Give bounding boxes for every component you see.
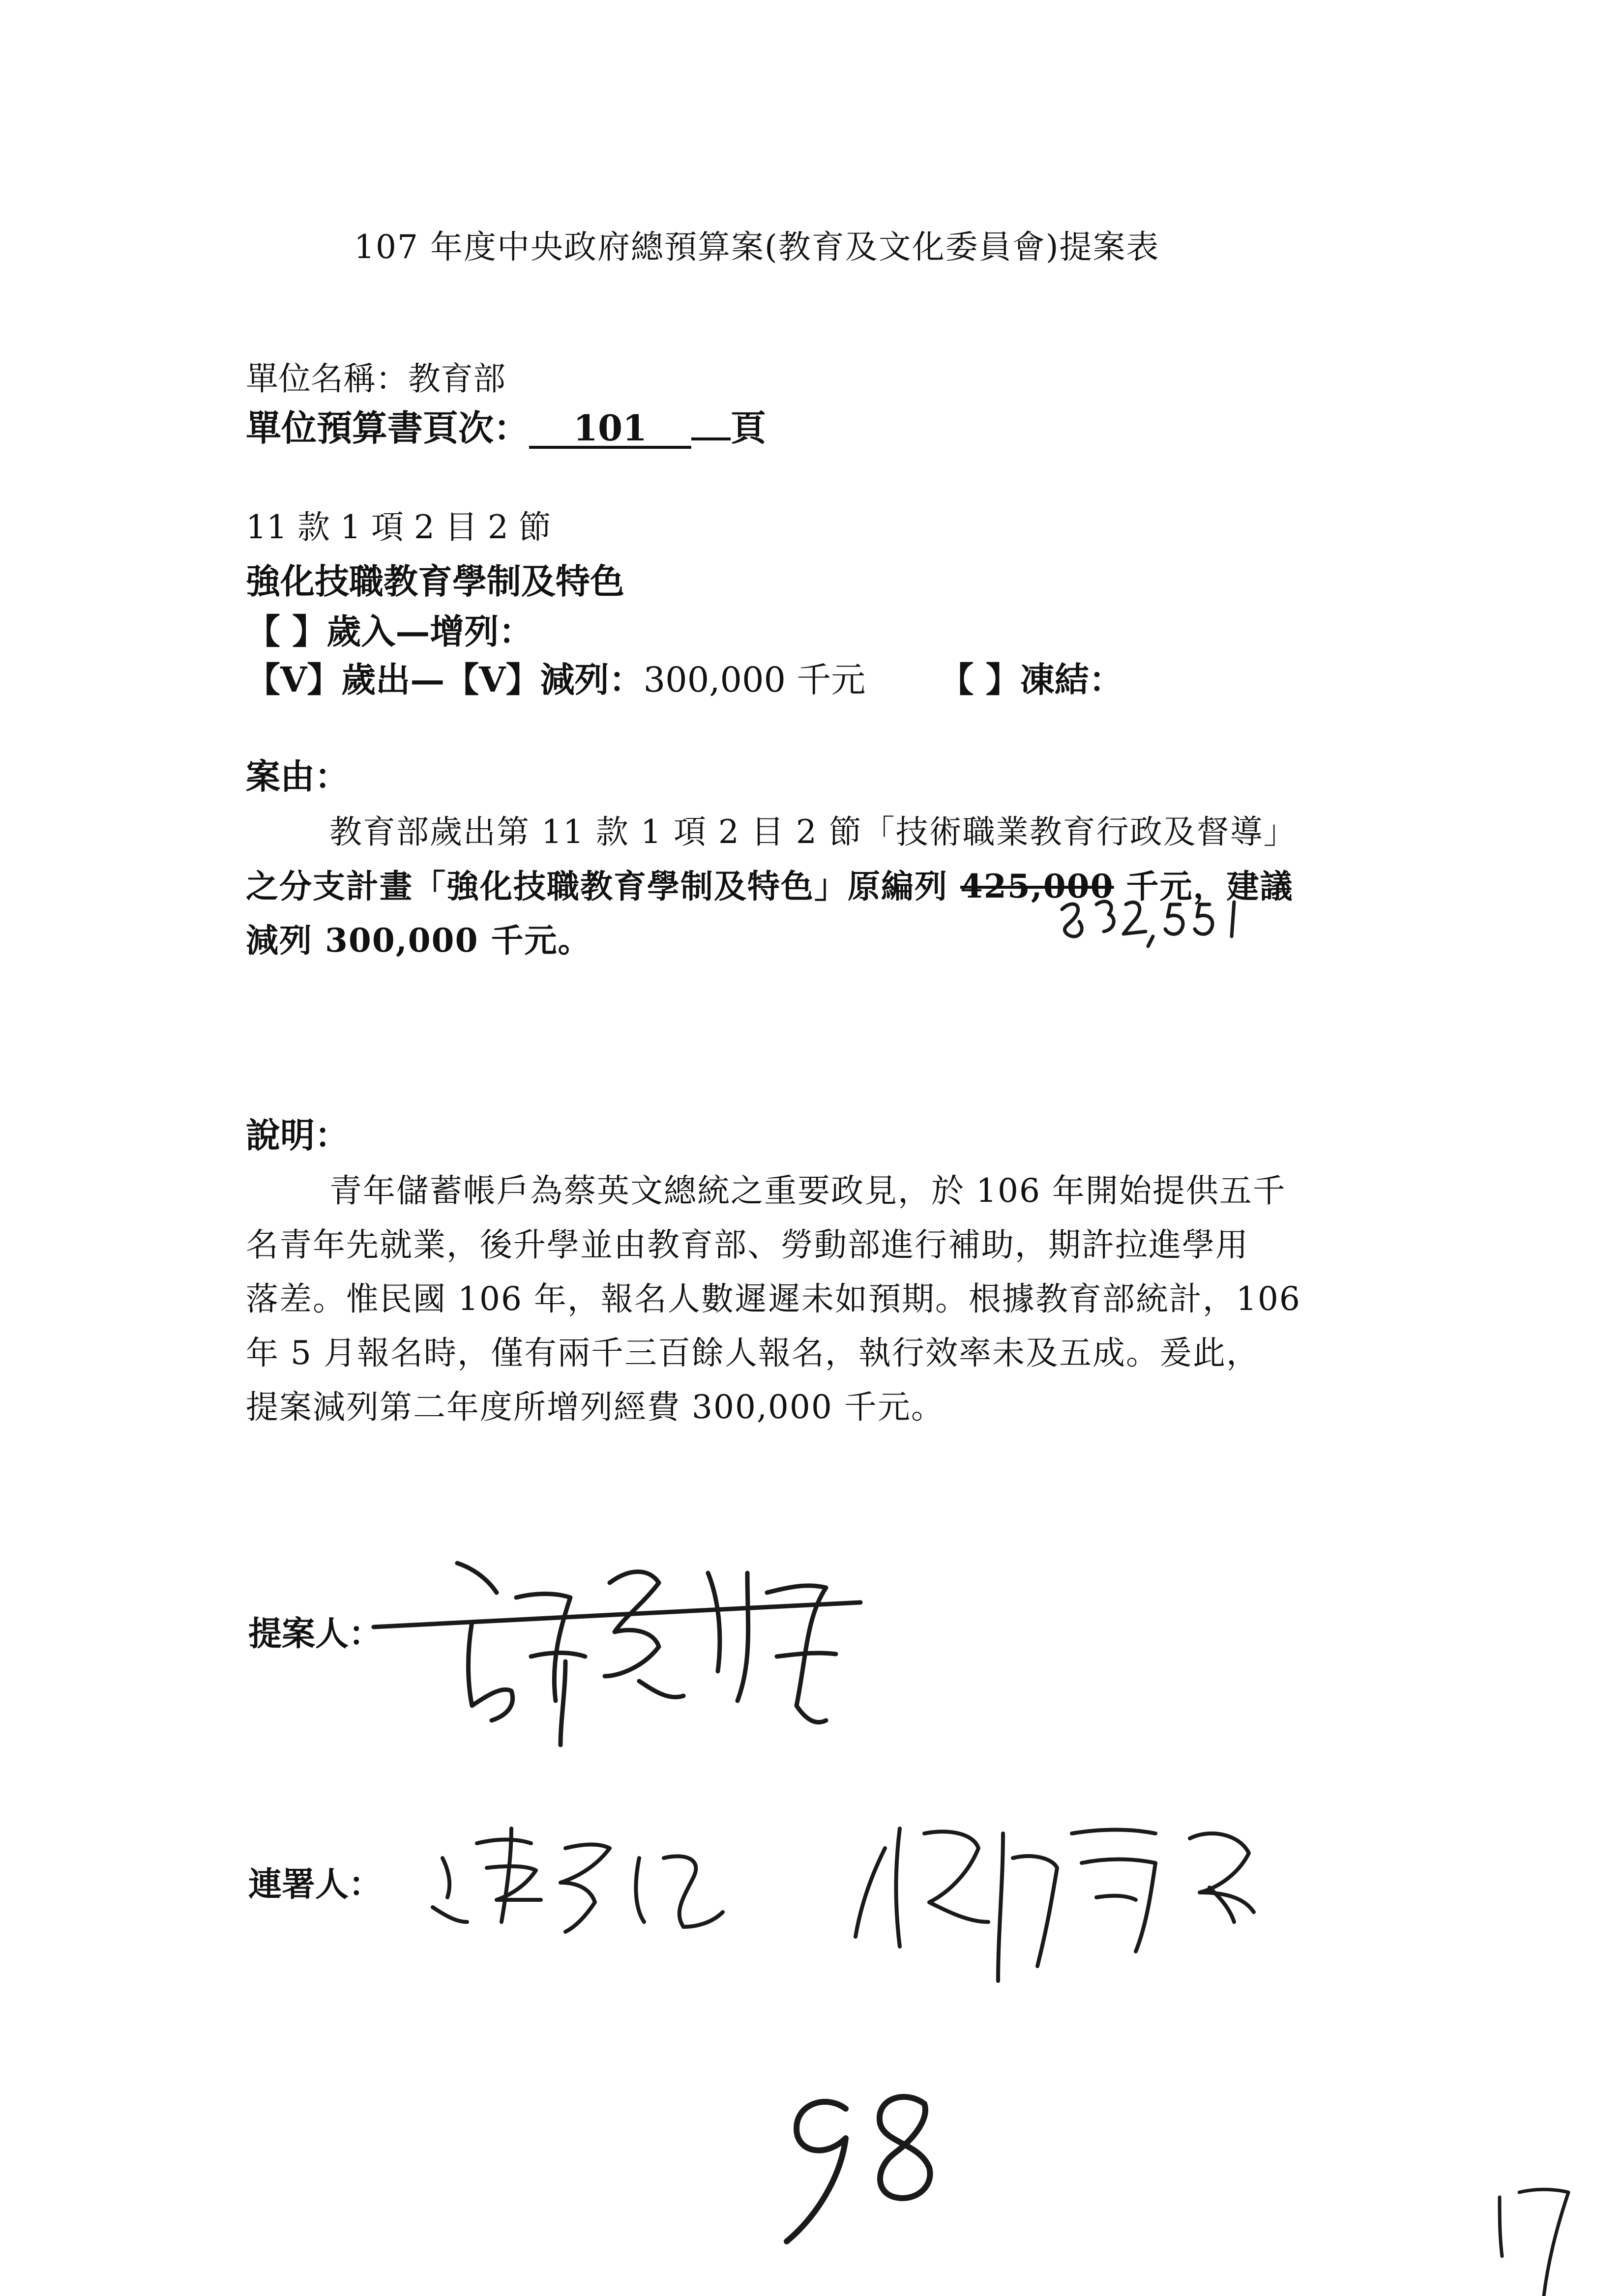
reason-text-2a: 之分支計畫「強化技職教育學制及特色」原編列 <box>246 867 948 905</box>
reason-text-2b: 千元，建議 <box>1126 867 1294 905</box>
note-line-2: 名青年先就業，後升學並由教育部、勞動部進行補助，期許拉進學用 <box>246 1226 1249 1264</box>
cosigner-signature-1 <box>433 1829 723 1932</box>
cosigner-signature-2 <box>856 1829 1254 1981</box>
unit-name-line: 單位名稱：教育部 <box>246 360 505 398</box>
handwritten-page-number <box>787 2097 930 2241</box>
expense-label: 【V】歲出—【V】減列： <box>246 659 644 700</box>
section-line: 11 款 1 項 2 目 2 節 <box>246 508 551 546</box>
note-line-4: 年 5 月報名時，僅有兩千三百餘人報名，執行效率未及五成。爰此， <box>246 1334 1260 1372</box>
note-line-5: 提案減列第二年度所增列經費 300,000 千元。 <box>246 1388 945 1426</box>
revenue-line: 【 】歲入—增列： <box>246 611 533 652</box>
freeze-line: 【 】凍結： <box>939 659 1123 700</box>
cosigner-label: 連署人： <box>248 1865 383 1904</box>
document-title: 107 年度中央政府總預算案(教育及文化委員會)提案表 <box>354 228 1160 266</box>
handwritten-correction-mark <box>1062 901 1234 946</box>
budget-page-label: 單位預算書頁次： <box>246 407 530 449</box>
reason-heading: 案由： <box>246 756 349 797</box>
budget-page-suffix: 頁 <box>731 407 767 449</box>
note-heading: 說明： <box>246 1115 349 1156</box>
proposer-signature <box>374 1563 860 1745</box>
struck-original-amount: 425,000 <box>960 867 1114 905</box>
budget-page-number: 101 <box>529 410 691 449</box>
expense-amount: 300,000 千元 <box>643 660 866 700</box>
note-line-3: 落差。惟民國 106 年，報名人數遲遲未如預期。根據教育部統計，106 <box>246 1280 1301 1318</box>
reason-text-1: 教育部歲出第 11 款 1 項 2 目 2 節「技術職業教育行政及督導」 <box>329 813 1297 851</box>
program-name: 強化技職教育學制及特色 <box>246 561 624 602</box>
corner-mark <box>1500 2189 1568 2296</box>
proposer-label: 提案人： <box>248 1614 383 1654</box>
note-text-1: 青年儲蓄帳戶為蔡英文總統之重要政見，於 106 年開始提供五千 <box>329 1172 1286 1210</box>
reason-line-3: 減列 300,000 千元。 <box>246 921 591 959</box>
